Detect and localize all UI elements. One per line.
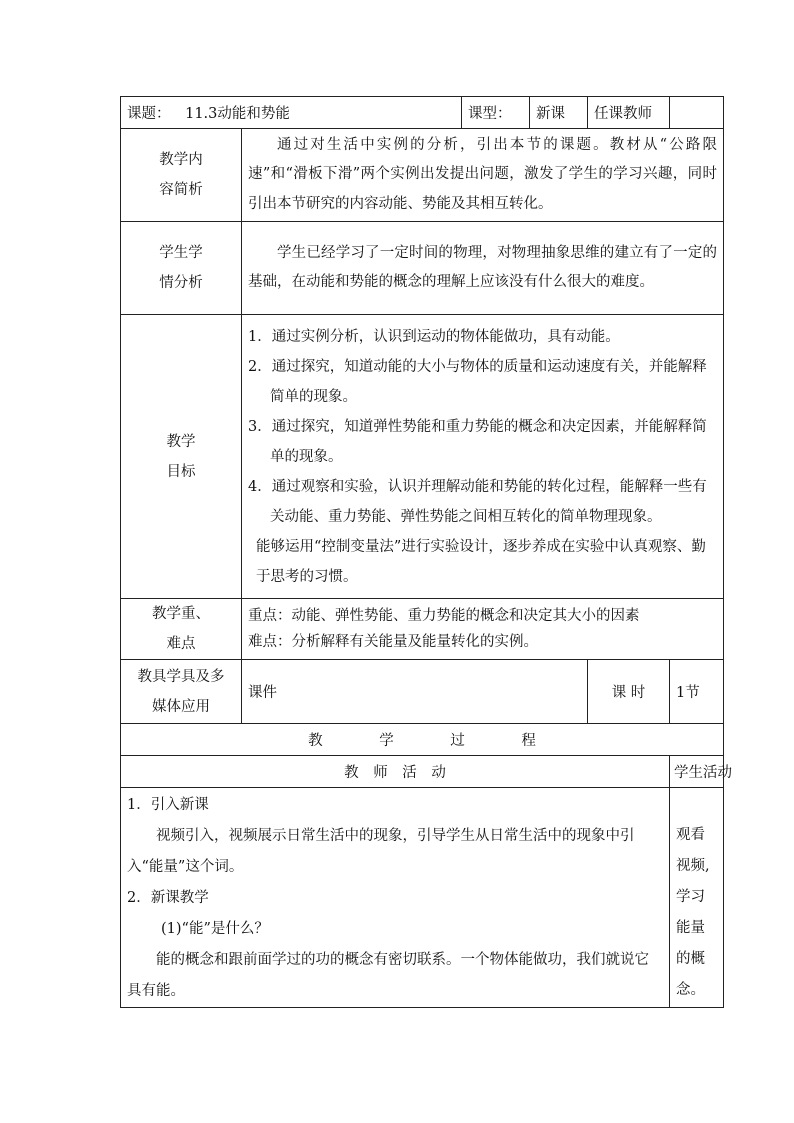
process-title-char: 教 xyxy=(308,733,323,749)
student-activity-cell xyxy=(670,788,724,1008)
type-label: 课型： xyxy=(462,97,530,129)
student-activity-text: 观看视频,学习能量的概念。 xyxy=(676,827,710,998)
hours-label: 课 时 xyxy=(588,660,670,724)
content-analysis-label xyxy=(121,129,242,222)
tools-label-line2: 媒体应用 xyxy=(152,698,210,715)
topic-value: 11.3动能和势能 xyxy=(185,106,290,122)
goals-label-line1: 教学 xyxy=(166,433,196,450)
content-analysis-text: 通过对生活中实例的分析，引出本节的课题。教材从“公路限速”和“滑板下滑”两个实例出发提出问题，激发了学生的学习兴趣，同时引出本节研究的内容动能、势能及其相互转化。 xyxy=(248,136,717,212)
lesson-plan-table xyxy=(120,96,732,1008)
teacher-value xyxy=(670,97,724,129)
teacher-label: 任课教师 xyxy=(588,97,670,129)
teacher-activity-char: 师 xyxy=(373,765,388,781)
process-title-row xyxy=(121,724,724,756)
content-analysis-label-line2: 容简析 xyxy=(159,182,203,198)
tools-label-line1: 教具学具及多 xyxy=(137,668,225,685)
teacher-activity-cell xyxy=(121,788,670,1008)
content-analysis-row xyxy=(121,129,724,222)
goal-extra: 能够运用“控制变量法”进行实验设计，逐步养成在实验中认真观察、勤于思考的习惯。 xyxy=(256,538,706,585)
topic-label: 课题： xyxy=(127,106,171,122)
section2-title: 2．新课教学 xyxy=(127,890,209,906)
student-analysis-row xyxy=(121,222,724,315)
tools-row xyxy=(121,660,724,724)
content-analysis-text-cell xyxy=(242,129,724,222)
section1-title: 1．引入新课 xyxy=(127,797,209,813)
tools-label xyxy=(121,660,242,724)
teacher-activity-char: 动 xyxy=(431,765,446,781)
teacher-activity-header xyxy=(121,756,670,788)
header-row xyxy=(121,97,724,129)
student-analysis-text-cell xyxy=(242,222,724,315)
teacher-activity-char: 教 xyxy=(344,765,359,781)
content-analysis-label-line1: 教学内 xyxy=(159,152,203,168)
activity-header-row xyxy=(121,756,724,788)
topic-cell xyxy=(121,97,462,129)
tools-value: 课件 xyxy=(242,660,588,724)
focus-row xyxy=(121,599,724,660)
student-analysis-text: 学生已经学习了一定时间的物理，对物理抽象思维的建立有了一定的基础，在动能和势能的概念的理解上应该没有什么很大的难度。 xyxy=(248,244,717,290)
goals-label xyxy=(121,315,242,599)
question-text: (1)“能”是什么？ xyxy=(161,921,269,937)
teacher-activity-char: 活 xyxy=(402,765,417,781)
goals-list-cell xyxy=(242,315,724,599)
focus-label-line2: 难点 xyxy=(166,636,196,652)
type-value: 新课 xyxy=(530,97,588,129)
student-activity-header: 学生活动 xyxy=(670,756,724,788)
activity-row xyxy=(121,788,724,1008)
goal-item: 1．通过实例分析，认识到运动的物体能做功，具有动能。 xyxy=(248,328,620,345)
focus-label-line1: 教学重、 xyxy=(152,606,210,622)
goal-item: 3．通过探究，知道弹性势能和重力势能的概念和决定因素，并能解释简单的现象。 xyxy=(248,418,707,465)
section1-text: 视频引入，视频展示日常生活中的现象，引导学生从日常生活中的现象中引入“能量”这个词。 xyxy=(127,828,635,875)
process-title xyxy=(121,724,724,756)
goal-item: 2．通过探究，知道动能的大小与物体的质量和运动速度有关，并能解释简单的现象。 xyxy=(248,358,707,405)
process-title-char: 过 xyxy=(450,733,465,749)
explanation-text: 能的概念和跟前面学过的功的概念有密切联系。一个物体能做功，我们就说它具有能。 xyxy=(127,952,649,999)
difficulty-text: 难点：分析解释有关能量及能量转化的实例。 xyxy=(248,634,538,650)
student-analysis-label-line1: 学生学 xyxy=(159,245,203,261)
student-analysis-label-line2: 情分析 xyxy=(159,275,203,291)
process-title-char: 学 xyxy=(379,733,394,749)
goals-label-line2: 目标 xyxy=(166,463,196,480)
goals-row xyxy=(121,315,724,599)
key-point-text: 重点：动能、弹性势能、重力势能的概念和决定其大小的因素 xyxy=(248,608,640,624)
focus-label xyxy=(121,599,242,660)
student-analysis-label xyxy=(121,222,242,315)
focus-text-cell xyxy=(242,599,724,660)
process-title-char: 程 xyxy=(521,733,536,749)
goal-item: 4．通过观察和实验，认识并理解动能和势能的转化过程，能解释一些有关动能、重力势能、弹性势能之间相互转化的简单物理现象。 xyxy=(248,478,707,525)
hours-value: 1节 xyxy=(670,660,724,724)
